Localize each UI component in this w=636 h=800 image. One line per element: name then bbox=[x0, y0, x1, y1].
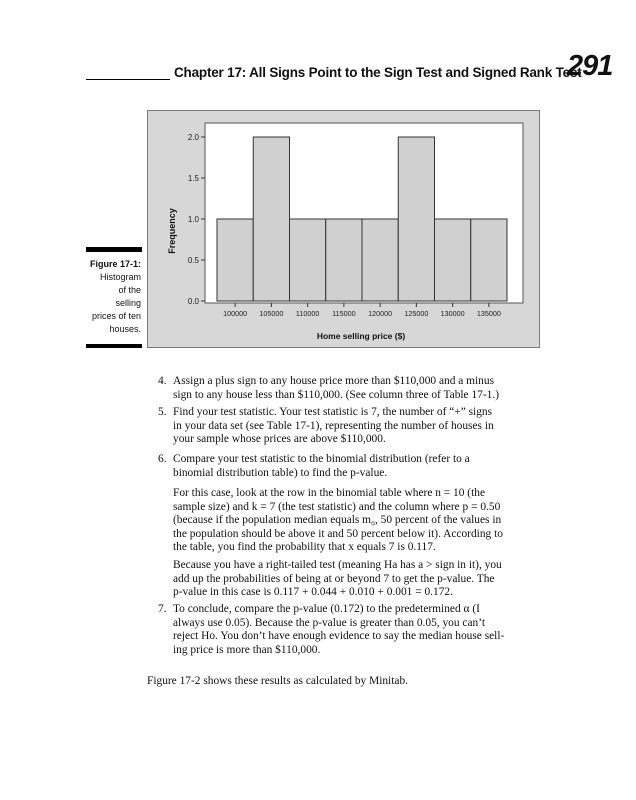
histogram-bar bbox=[326, 219, 362, 301]
caption-rule-bottom bbox=[86, 344, 142, 348]
y-tick-label: 0.0 bbox=[187, 297, 199, 306]
step-number: 5. bbox=[158, 406, 167, 418]
caption-line: of the bbox=[118, 285, 141, 295]
step-line: Assign a plus sign to any house price more than $110,000 and a minus bbox=[173, 375, 495, 387]
para-line: Because you have a right-tailed test (meaning Ha has a > sign in it), you bbox=[173, 559, 502, 571]
step-7 bbox=[158, 603, 558, 657]
x-tick-label: 135000 bbox=[476, 309, 501, 318]
x-tick-label: 115000 bbox=[332, 309, 356, 318]
caption-line: Histogram bbox=[99, 272, 141, 282]
para-line: sample size) and k = 7 (the test statistic) and the column where p = 0.50 bbox=[173, 500, 501, 513]
step-line: always use 0.05). Because the p-value is greater than 0.05, you can’t bbox=[173, 616, 485, 629]
figure-caption bbox=[80, 258, 141, 336]
step-line: your sample whose prices are above $110,000. bbox=[173, 433, 386, 446]
x-tick-label: 130000 bbox=[440, 309, 465, 318]
step-line: To conclude, compare the p-value (0.172) to the predetermined α (I bbox=[173, 603, 480, 615]
step-line: in your data set (see Table 17-1), representing the number of houses in bbox=[173, 419, 494, 432]
step-line: Compare your test statistic to the binomial distribution (refer to a bbox=[173, 453, 470, 465]
y-axis-label: Frequency bbox=[167, 208, 177, 254]
caption-line: prices of ten bbox=[91, 311, 141, 321]
closing-sentence: Figure 17-2 shows these results as calculated by Minitab. bbox=[147, 675, 408, 687]
y-tick-label: 1.0 bbox=[187, 215, 199, 224]
histogram-chart bbox=[148, 111, 539, 347]
step-line: reject Ho. You don’t have enough evidence to say the median house sell- bbox=[173, 630, 505, 643]
histogram-bar bbox=[471, 219, 507, 301]
step-6-detail-1 bbox=[173, 487, 558, 555]
figure-panel bbox=[147, 110, 540, 348]
caption-line: selling bbox=[115, 298, 141, 308]
step-number: 6. bbox=[158, 453, 167, 465]
header-rule bbox=[86, 79, 170, 80]
histogram-bar bbox=[398, 137, 434, 301]
caption-line: houses. bbox=[109, 324, 141, 334]
step-number: 4. bbox=[158, 375, 167, 387]
step-line: binomial distribution table) to find the p-value. bbox=[173, 466, 388, 479]
y-tick-label: 2.0 bbox=[187, 133, 199, 142]
step-4 bbox=[158, 375, 558, 402]
x-tick-label: 105000 bbox=[259, 309, 284, 318]
page-number: 291 bbox=[567, 50, 613, 82]
para-line: For this case, look at the row in the binomial table where n = 10 (the bbox=[173, 487, 485, 499]
x-tick-label: 100000 bbox=[223, 309, 248, 318]
x-tick-label: 120000 bbox=[368, 309, 393, 318]
caption-rule-top bbox=[86, 247, 142, 252]
histogram-bar bbox=[362, 219, 398, 301]
step-6-detail-2 bbox=[173, 559, 558, 600]
x-tick-label: 125000 bbox=[404, 309, 429, 318]
para-line: the table, you find the probability that x equals 7 is 0.117. bbox=[173, 541, 436, 554]
histogram-bar bbox=[217, 219, 253, 301]
para-line: (because if the population median equals m₀, 50 percent of the values in bbox=[173, 514, 502, 527]
x-axis-label: Home selling price ($) bbox=[316, 331, 406, 341]
y-tick-label: 0.5 bbox=[187, 256, 199, 265]
para-line: add up the probabilities of being at or beyond 7 to get the p-value. The bbox=[173, 572, 495, 585]
y-tick-label: 1.5 bbox=[187, 174, 199, 183]
para-line: the population should be above it and 50 percent below it). According to bbox=[173, 527, 503, 540]
histogram-bar bbox=[290, 219, 326, 301]
para-line: p-value in this case is 0.117 + 0.044 + 0.010 + 0.001 = 0.172. bbox=[173, 586, 453, 599]
step-6 bbox=[158, 453, 558, 480]
step-5 bbox=[158, 406, 558, 447]
histogram-bar bbox=[435, 219, 471, 301]
histogram-bar bbox=[253, 137, 289, 301]
x-tick-label: 110000 bbox=[295, 309, 320, 318]
step-line: sign to any house less than $110,000. (See column three of Table 17-1.) bbox=[173, 388, 499, 401]
step-line: Find your test statistic. Your test statistic is 7, the number of “+” signs bbox=[173, 406, 493, 418]
step-number: 7. bbox=[158, 603, 167, 615]
caption-label: Figure 17-1: bbox=[89, 259, 141, 269]
chapter-title: Chapter 17: All Signs Point to the Sign Test and Signed Rank Test bbox=[174, 65, 582, 80]
step-line: ing price is more than $110,000. bbox=[173, 643, 321, 656]
